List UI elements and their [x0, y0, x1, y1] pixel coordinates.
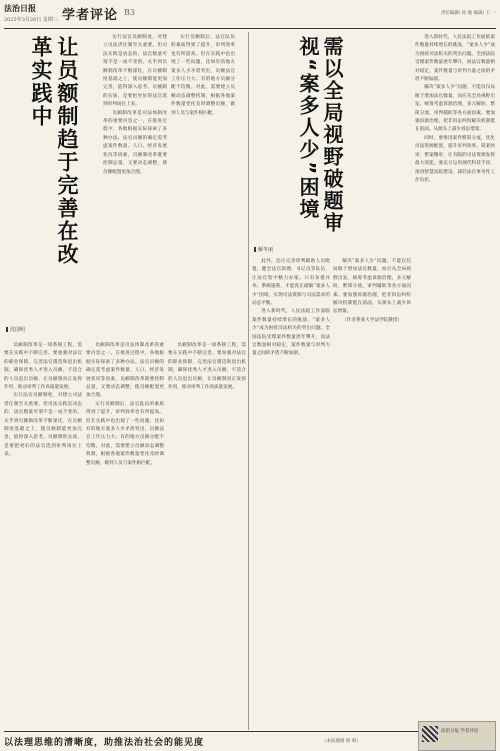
left-article-author: [6, 326, 25, 333]
right-article-title: 需以全局视野破题审视“案多人少”困境: [296, 36, 344, 234]
right-article-col3: [333, 258, 411, 728]
left-paragraph: 实行员额制后，法官队伍的素质得到了提升，审判效率也有所提高。但在实践中也出现了一些问题，比如有的地方案多人少矛盾突出，员额法官工作压力大；有的地方员额分配不均衡。对此，需要建立员额动态调整机制，根据各地案件数量变化及时调整员额，做到人员与案件相匹配。: [86, 401, 164, 466]
right-paragraph: 解决“案多人少”问题，不能仅仅局限于增加法官数量，而应从全局视野出发，统筹考虑诉源治理、多元解纷、繁简分流、审判辅助等各方面因素。要加强诉源治理，把非诉讼纠纷解决机制挺在前面，从源头上减少诉讼增量。: [333, 259, 411, 315]
issue-date: 2025年3月26日 星期三: [4, 17, 58, 23]
section-title: 学者评论: [62, 8, 119, 23]
column-divider: [248, 32, 249, 730]
right-author-name: 解冬丽: [258, 247, 274, 253]
left-author-name: 沈国明: [10, 327, 26, 333]
right-paragraph: 进入新时代，人民法院工作面临案件数量持续增长的挑战，“案多人少”成为困扰司法机关的突出问题。全国法院受理案件数量逐年攀升，而法官数量相对稳定，案件数量与审判力量之间的矛盾不断加剧。: [252, 309, 330, 357]
left-paragraph: 员额制改革是司法体制改革的重要内容之一。在推进过程中，各地根据实际探索了多种办法。法官员额的确定需考虑案件数量、人口、经济发展状况等因素，员额制改革既要控制总量，又要动态调整，使员额配置更加合理。: [86, 343, 164, 399]
author-marker-icon: [254, 247, 256, 252]
footer-slogan: 以法理思维的清晰度，助推法治社会的能见度: [4, 738, 205, 748]
left-article-col2: [171, 34, 235, 334]
right-paragraph: （作者系某大学法学院教授）: [342, 317, 402, 323]
footer-ad: [418, 721, 496, 751]
left-paragraph: 员额制改革是一项系统工程，需要在实践中不断完善。要加强对法官的职业保障，完善法官遴选和退出机制，确保优秀人才进入员额、不适合的人员退出员额，让员额制真正发挥作用，推动审判工作高质量发展。: [168, 343, 246, 391]
footer: [4, 729, 496, 749]
page-number: B3: [124, 8, 135, 17]
left-paragraph: 实行员额制后，法官队伍的素质得到了提升，审判效率也有所提高。但在实践中也出现了一些问题，比如有的地方案多人少矛盾突出，员额法官工作压力大；有的地方员额分配不均衡。对此，需要建立员额动态调整机制，根据各地案件数量变化及时调整员额，做到人员与案件相匹配。: [171, 35, 235, 116]
left-article-col1: [103, 34, 167, 334]
left-article-col4: [86, 342, 164, 727]
right-paragraph: 同时，要推进案件繁简分流，优化司法资源配置，提升审判效率。简案快审、繁案精审，让有限的司法资源发挥最大效能。要充分运用现代科技手段，推进智慧法院建设，减轻法官事务性工作负担。: [415, 135, 495, 183]
editors: 责任编辑/ 孙 敏 编辑/ 王 一: [440, 11, 496, 16]
right-article-author: [254, 246, 273, 253]
masthead: [4, 3, 496, 27]
right-article-col1: [415, 34, 495, 729]
newspaper-logo: 法治日报: [4, 3, 36, 13]
left-article-col5: [168, 342, 246, 727]
left-paragraph: 实行法官员额制度，对建立司法责任制至关重要。但司法实践是动态的，法官数量可谓不是一成不变的。关乎到员额制改革不断深化，在员额制度基础之上，使员额制能更加完善，值得深入思考。员额制的实质，是要把更好的法官选到审判岗位上来。: [103, 35, 167, 108]
qr-code-icon: [422, 726, 438, 742]
masthead-rule: [4, 28, 496, 29]
left-article-col3: [4, 342, 82, 727]
right-paragraph: 此外，还应完善审判辅助人员配置，健全法官助理、书记员等队伍，让法官集中精力办案。只有多措并举、系统施策，才能真正破解“案多人少”困境，实现司法资源与司法需求的动态平衡。: [252, 259, 330, 307]
author-marker-icon: [6, 327, 8, 332]
left-article-title: 让员额制趋于完善在改革实践中: [29, 36, 79, 266]
right-paragraph: 进入新时代，人民法院工作面临案件数量持续增长的挑战，“案多人少”成为困扰司法机关的突出问题。全国法院受理案件数量逐年攀升，而法官数量相对稳定，案件数量与审判力量之间的矛盾不断加剧。: [415, 35, 495, 83]
right-paragraph: 解决“案多人少”问题，不能仅仅局限于增加法官数量，而应从全局视野出发，统筹考虑诉源治理、多元解纷、繁简分流、审判辅助等各方面因素。要加强诉源治理，把非诉讼纠纷解决机制挺在前面，从源头上减少诉讼增量。: [415, 85, 495, 133]
footer-credit: （本报插图 韩 韩）: [322, 739, 361, 744]
right-article-col2: [252, 258, 330, 728]
left-paragraph: 实行法官员额制度，对建立司法责任制至关重要。但司法实践是动态的，法官数量可谓不是一成不变的。关乎到员额制改革不断深化，在员额制度基础之上，使员额制能更加完善，值得深入思考。员额制的实质，是要把更好的法官选到审判岗位上来。: [4, 393, 82, 458]
footer-ad-text: 法治日报 学者评论: [441, 729, 479, 734]
left-paragraph: 员额制改革是一项系统工程，需要在实践中不断完善。要加强对法官的职业保障，完善法官遴选和退出机制，确保优秀人才进入员额、不适合的人员退出员额，让员额制真正发挥作用，推动审判工作高质量发展。: [4, 343, 82, 391]
left-paragraph: 员额制改革是司法体制改革的重要内容之一。在推进过程中，各地根据实际探索了多种办法。法官员额的确定需考虑案件数量、人口、经济发展状况等因素，员额制改革既要控制总量，又要动态调整，使员额配置更加合理。: [103, 110, 167, 175]
